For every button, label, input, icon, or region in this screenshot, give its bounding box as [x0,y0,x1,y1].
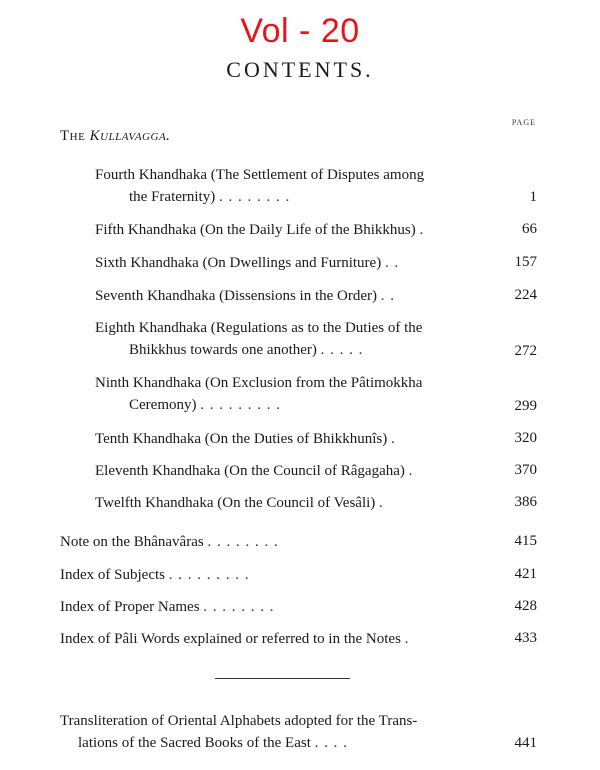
entry-title-line2: the Fraternity) [129,189,216,205]
entry-title: Fifth Khandhaka (On the Daily Life of the Bhikkhus) [95,222,416,238]
entry-page: 66 [522,221,537,237]
toc-entry [60,596,275,618]
leader-dots: . . . . . [320,342,364,358]
section-name: Kullavagga. [89,128,171,144]
leader-dots: . . [384,255,400,271]
toc-entry [95,460,413,482]
entry-page: 421 [514,566,537,582]
leader-dots: . [390,431,396,447]
toc-entry [60,531,279,553]
leader-dots: . . . . . . . . [218,189,291,205]
leader-dots: . . . . [314,735,348,751]
leader-dots: . . . . . . . . [207,534,279,550]
entry-title: Index of Subjects [60,567,165,583]
entry-title-line1: Transliteration of Oriental Alphabets adopted for the Trans- [60,713,418,729]
entry-title-line2: Bhikkhus towards one another) [129,342,317,358]
entry-page: 433 [514,630,537,646]
entry-page: 428 [514,598,537,614]
leader-dots: . . [380,288,396,304]
entry-page: 299 [514,398,537,414]
toc-entry [95,164,424,208]
leader-dots: . . . . . . . . [203,599,275,615]
entry-title-line1: Ninth Khandhaka (On Exclusion from the Pâtimokkha [95,375,423,391]
toc-entry [95,285,395,307]
leader-dots: . . . . . . . . . [168,567,250,583]
volume-label: Vol - 20 [240,12,360,50]
section-heading [60,128,170,145]
entry-title: Index of Proper Names [60,599,200,615]
leader-dots: . . . . . . . . . [200,397,281,413]
entry-page: 386 [514,494,537,510]
toc-entry [60,564,249,586]
entry-page: 272 [514,343,537,359]
toc-entry [95,372,422,416]
entry-title: Index of Pâli Words explained or referred to in the Notes [60,631,401,647]
toc-entry [95,492,384,514]
toc-entry [95,317,422,361]
entry-page: 224 [514,287,537,303]
toc-entry [95,428,396,450]
entry-title: Tenth Khandhaka (On the Duties of Bhikkhunîs) [95,431,388,447]
page-column-header: PAGE [511,118,536,127]
divider-rule [215,678,350,679]
entry-page: 320 [514,430,537,446]
leader-dots: . [404,631,410,647]
entry-title: Seventh Khandhaka (Dissensions in the Order) [95,288,378,304]
entry-title-line1: Fourth Khandhaka (The Settlement of Disputes among [95,167,425,183]
toc-entry [60,628,409,650]
entry-page: 370 [514,462,537,478]
leader-dots: . [379,495,384,511]
toc-entry [95,252,399,274]
entry-title: Note on the Bhânavâras [60,534,204,550]
entry-page: 415 [514,533,537,549]
entry-page: 157 [514,254,537,270]
entry-title: Sixth Khandhaka (On Dwellings and Furniture) [95,255,382,271]
entry-title-line2: Ceremony) [129,397,197,413]
leader-dots: . [408,463,414,479]
section-prefix: The [60,128,90,144]
toc-entry [95,219,424,241]
entry-title: Eleventh Khandhaka (On the Council of Râgagaha) [95,463,405,479]
toc-entry [60,710,417,754]
entry-title: Twelfth Khandhaka (On the Council of Vesâli) [95,495,376,511]
entry-title-line1: Eighth Khandhaka (Regulations as to the Duties of the [95,320,423,336]
leader-dots: . [419,222,425,238]
entry-page: 441 [514,735,537,751]
entry-page: 1 [529,189,537,205]
entry-title-line2: lations of the Sacred Books of the East [78,735,311,751]
page-title: CONTENTS. [226,57,374,82]
